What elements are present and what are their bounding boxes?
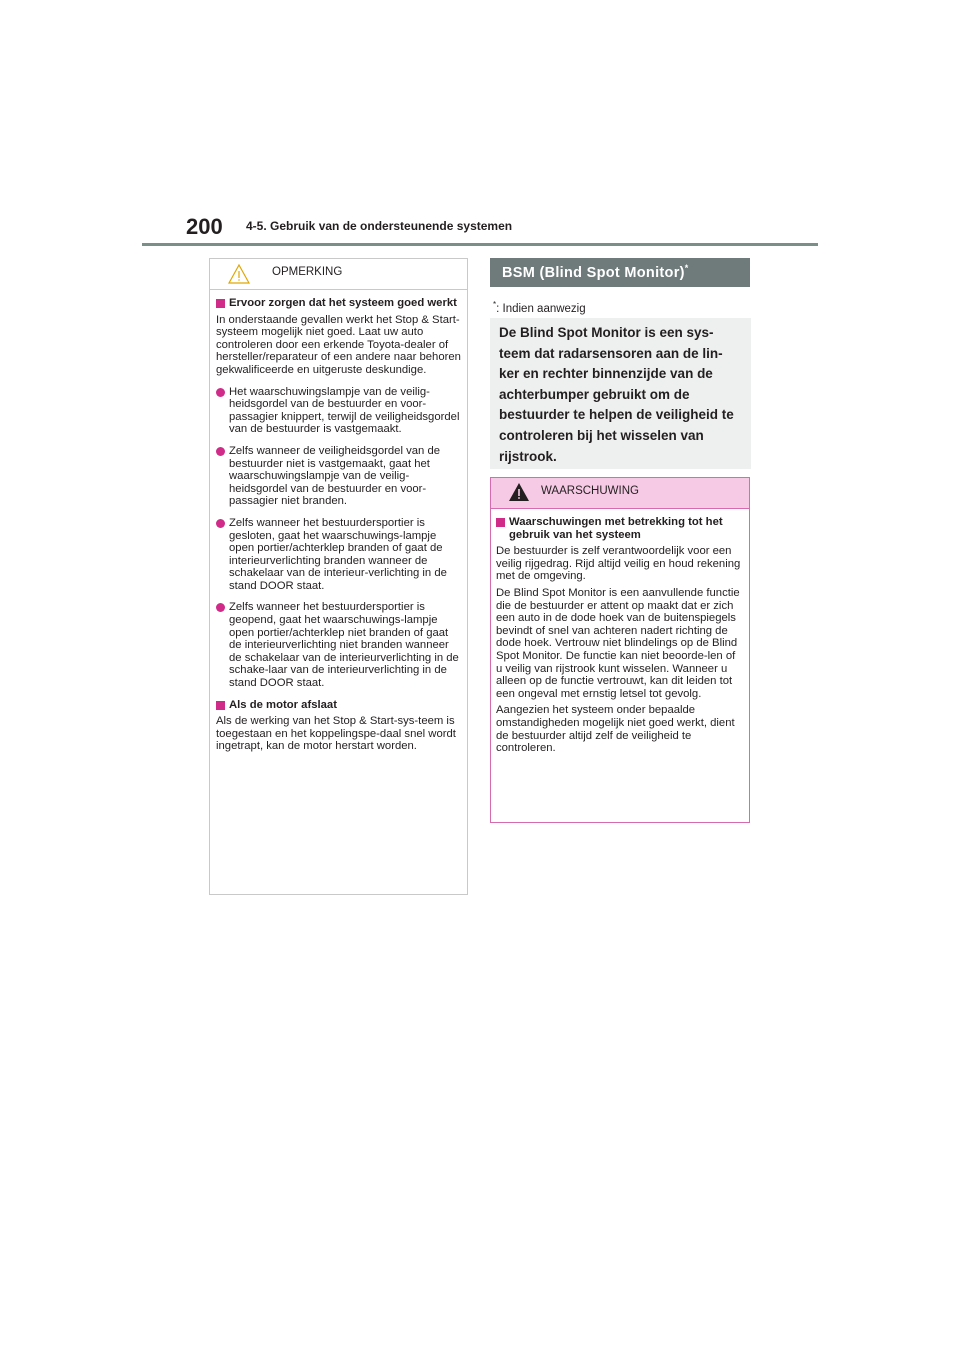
note-bullet-1: Het waarschuwingslampje van de veilig-heidsgordel van de bestuurder en voor-passagier knippert, terwijl de veiligheidsgordel van de bestuurder is vastgemaakt. — [216, 386, 461, 436]
bsm-section-banner — [490, 258, 750, 287]
bsm-title: BSM (Blind Spot Monitor) — [502, 264, 685, 281]
intro-box — [490, 318, 751, 469]
warning-body — [491, 509, 749, 755]
page-number: 200 — [186, 214, 223, 239]
footnote-text: : Indien aanwezig — [496, 302, 586, 315]
note-title: OPMERKING — [272, 266, 343, 278]
warning-triangle-filled-icon — [508, 482, 530, 502]
note-bullet-2: Zelfs wanneer de veiligheidsgordel van de bestuurder niet is vastgemaakt, gaat het waarschuwingslampje van de veilig-heidsgordel van de bestuurder en voor-passagier niet branden. — [216, 445, 461, 508]
note-paragraph-2: Als de werking van het Stop & Start-sys-teem is toegestaan en het koppelingspe-daal snel wordt ingetrapt, kan de motor herstart worden. — [216, 715, 456, 753]
bsm-title-wrap — [502, 263, 689, 281]
warning-title: WAARSCHUWING — [541, 485, 639, 497]
warning-triangle-outline-icon — [228, 264, 250, 284]
warning-paragraph-1: De bestuurder is zelf verantwoordelijk voor een veilig rijgedrag. Rijd altijd veilig en houd rekening met de omgeving. — [496, 545, 741, 583]
bsm-intro: De Blind Spot Monitor is een sys-teem dat radarsensoren aan de lin-ker en rechter binnenzijde van de achterbumper gebruikt om de bestuurder te helpen de veiligheid te controleren bij het wisselen van rijstrook. — [499, 325, 734, 464]
header-rule — [142, 243, 818, 246]
note-bullet-4: Zelfs wanneer het bestuurdersportier is geopend, gaat het waarschuwings-lampje open portier/achterklep niet branden of gaat de interieurverlichting niet branden wanneer de schakelaar van de interieurverlichting in de schake-laar van de interieurverlichting in de stand DOOR staat. — [216, 601, 461, 689]
warning-paragraph-3: Aangezien het systeem onder bepaalde omstandigheden mogelijk niet goed werkt, dient de bestuurder altijd zelf de veiligheid te controleren. — [496, 704, 735, 755]
note-bullet-3: Zelfs wanneer het bestuurdersportier is gesloten, gaat het waarschuwings-lampje open portier/achterklep branden of gaat de interieurverlichting branden wanneer de schakelaar van de interieur-verlichting in de stand DOOR staat. — [216, 517, 461, 593]
note-header — [210, 259, 467, 290]
warning-box — [490, 477, 750, 823]
note-box — [209, 258, 468, 895]
footnote — [493, 300, 586, 315]
note-heading-2: Als de motor afslaat — [216, 699, 461, 712]
note-paragraph-1: In onderstaande gevallen werkt het Stop & Start-systeem mogelijk niet goed. Laat uw auto controleren door een erkende Toyota-dealer of hersteller/reparateur of een andere naar behoren gekwalificeerde en uitgeruste deskundige. — [216, 313, 461, 376]
footnote-mark: * — [493, 300, 497, 309]
warning-heading: Waarschuwingen met betrekking tot het gebruik van het systeem — [496, 516, 743, 541]
note-body — [210, 290, 467, 753]
warning-header — [491, 478, 749, 509]
section-title: 4-5. Gebruik van de ondersteunende systemen — [246, 219, 513, 233]
warning-paragraph-2: De Blind Spot Monitor is een aanvullende functie die de bestuurder er attent op maakt dat er zich een auto in de dode hoek van de buitenspiegels bevindt of snel van achteren nadert richting de dode hoek. Vertrouw niet blindelings op de Blind Spot Monitor. De functie kan niet beoorde-len of u veilig van rijstrook kunt wisselen. Wanneer u alleen op de functie vertrouwt, kan dit leiden tot een ongeval met ernstig letsel tot gevolg. — [496, 586, 740, 700]
bsm-title-mark: * — [684, 263, 689, 273]
note-heading-1: Ervoor zorgen dat het systeem goed werkt — [216, 297, 461, 310]
